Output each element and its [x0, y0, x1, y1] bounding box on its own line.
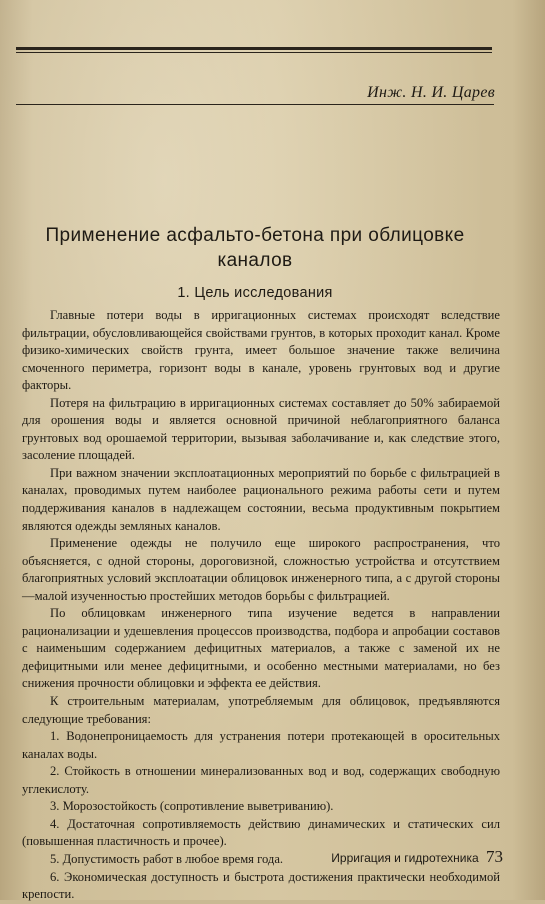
paragraph-5: По облицовкам инженерного типа изучение ведется в направлении рационализации и удешевления процессов производства, подбора и апробации составов с наименьшим содержанием дефицитных материалов, а также с заменой их не дефицитными или менее дефицитными, и особенно местными материалами, но без снижения прочности облицовки и эффекта ее действия. [22, 606, 500, 691]
paragraph-3: При важном значении эксплоатационных мероприятий по борьбе с фильтрацией в каналах, проводимых путем наиболее рационального режима работы сети и путем поддерживания каналов в надлежащем состоянии, весьма продуктивным покрытием являются одежды земляных каналов. [22, 465, 500, 533]
top-rule [16, 47, 492, 50]
section-heading: 1. Цель исследования [177, 285, 333, 301]
paragraph-6: К строительным материалам, употребляемым для облицовок, предъявляются следующие требования: [22, 694, 500, 726]
author-rule [16, 104, 494, 105]
journal-name: Ирригация и гидротехника [331, 851, 479, 865]
requirement-1: 1. Водонепроницаемость для устранения потери протекающей в оросительных каналах воды. [22, 729, 500, 761]
requirement-6: 6. Экономическая доступность и быстрота достижения практически необходимой крепости. [22, 869, 500, 902]
page-number: 73 [486, 847, 503, 866]
title-line-1: Применение асфальто-бетона при облицовке [45, 225, 465, 246]
article-title [16, 223, 494, 273]
paragraph-1: Главные потери воды в ирригационных системах происходят вследствие фильтрации, обусловливающейся свойствами грунтов, в которых проходит канал. Кроме физико-химических свойств грунта, имеет большое значение также величина смоченного периметра, горизонт воды в канале, уровень грунтовых вод и другие факторы. [22, 308, 500, 393]
requirement-2: 2. Стойкость в отношении минерализованных вод и вод, содержащих свободную углекислоту. [22, 764, 500, 796]
author: Инж. Н. И. Царев [367, 84, 495, 101]
requirement-4: 4. Достаточная сопротивляемость действию динамических и статических сил (повышенная пластичность и прочее). [22, 816, 500, 849]
paragraph-4: Применение одежды не получило еще широкого распространения, что объясняется, с одной стороны, дороговизной, сложностью устройства и отсутствием благоприятных условий эксплоатации облицовок инженерного типа, а с другой стороны—малой изученностью простейших методов борьбы с фильтрацией. [22, 536, 500, 603]
requirement-5: 5. Допустимость работ в любое время года. [50, 851, 284, 866]
top-rule-thin [16, 52, 492, 53]
title-line-2: каналов [217, 250, 293, 271]
page-footer [331, 847, 503, 867]
article-body [22, 307, 500, 904]
requirement-3: 3. Морозостойкость (сопротивление выветриванию). [50, 799, 334, 814]
paragraph-2: Потеря на фильтрацию в ирригационных системах составляет до 50% забираемой для орошения воды и является основной причиной неблагоприятного баланса грунтовых вод орошаемой территории, вызывая заболачивание и, как следствие этого, засоление площадей. [22, 395, 500, 463]
